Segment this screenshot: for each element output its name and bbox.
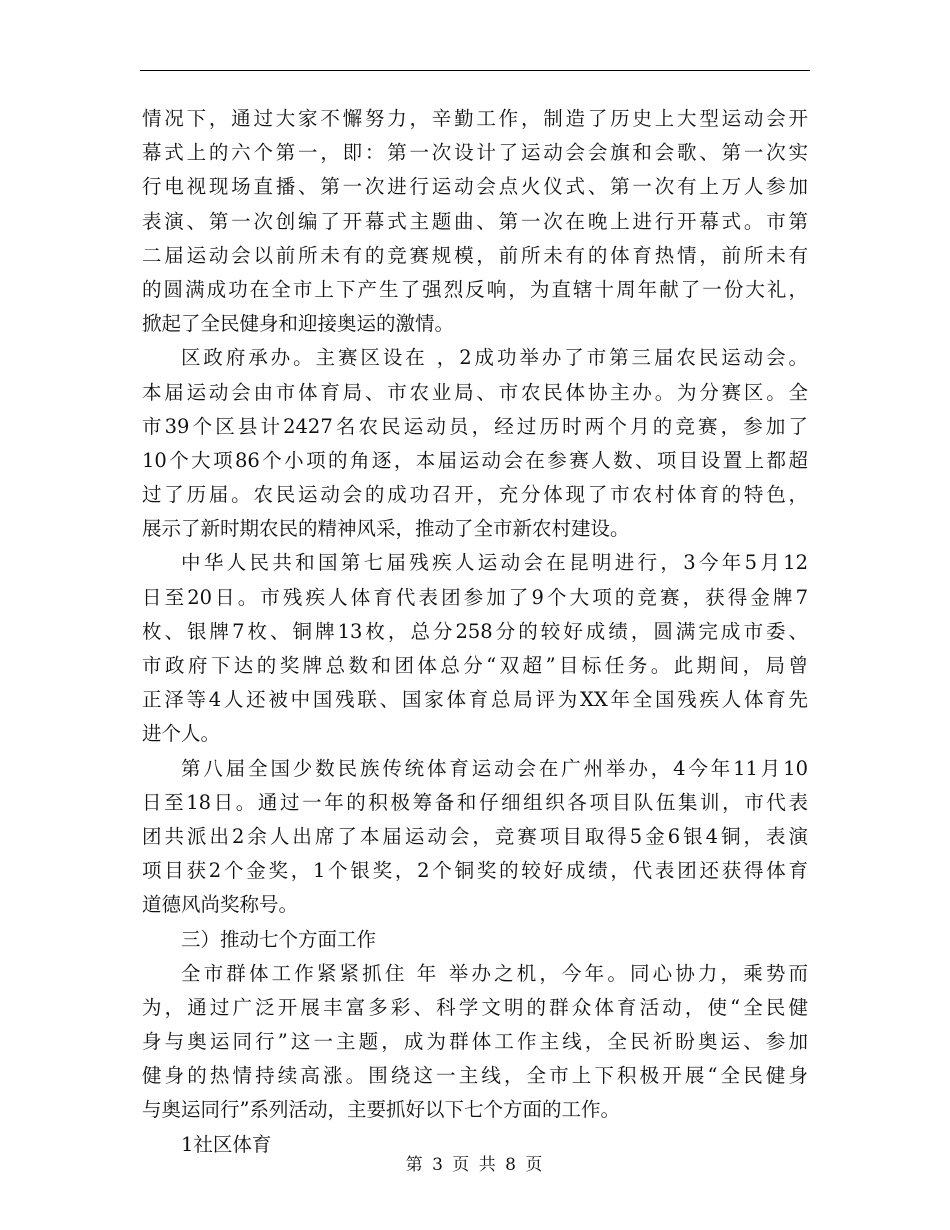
text-line: 健身的热情持续高涨。围绕这一主线，全市上下积极开展“全民健身 (142, 1064, 808, 1088)
page-footer (0, 1150, 950, 1175)
text-line: 的圆满成功在全市上下产生了强烈反响，为直辖十周年献了一份大礼， (142, 277, 808, 301)
text-line: 市政府下达的奖牌总数和团体总分“双超”目标任务。此期间，局曾 (142, 654, 808, 677)
text-line: 日至18日。通过一年的积极筹备和仔细组织各项目队伍集训，市代表 (142, 790, 808, 814)
page-number-label: 第 3 页 共 8 页 (405, 1155, 545, 1175)
text-line: 与奥运同行”系列活动，主要抓好以下七个方面的工作。 (142, 1098, 620, 1122)
text-line: 第八届全国少数民族传统体育运动会在广州举办，4今年11月10 (181, 756, 808, 780)
text-line: 项目获2个金奖，1个银奖，2个铜奖的较好成绩，代表团还获得体育 (142, 859, 808, 883)
text-line: 情况下，通过大家不懈努力，辛勤工作，制造了历史上大型运动会开 (142, 107, 808, 130)
text-line: 表演、第一次创编了开幕式主题曲、第一次在晚上进行开幕式。市第 (142, 209, 808, 233)
text-line: 区政府承办。主赛区设在 ，2成功举办了市第三届农民运动会。 (181, 346, 808, 370)
section-heading: 三）推动七个方面工作 (181, 927, 377, 951)
text-line: 10个大项86个小项的角逐，本届运动会在参赛人数、项目设置上都超 (142, 448, 808, 472)
text-line: 中华人民共和国第七届残疾人运动会在昆明进行，3今年5月12 (181, 551, 808, 575)
text-line: 幕式上的六个第一，即：第一次设计了运动会会旗和会歌、第一次实 (142, 141, 808, 165)
document-body (142, 102, 808, 1162)
text-line: 日至20日。市残疾人体育代表团参加了9个大项的竞赛，获得金牌7 (142, 585, 808, 609)
subsection-heading: 1社区体育 (181, 1132, 272, 1156)
text-line: 为，通过广泛开展丰富多彩、科学文明的群众体育活动，使“全民健 (142, 995, 808, 1019)
text-line: 身与奥运同行”这一主题，成为群体工作主线，全民祈盼奥运、参加 (142, 1030, 808, 1054)
header-rule (140, 70, 810, 71)
text-line: 二届运动会以前所未有的竞赛规模，前所未有的体育热情，前所未有 (142, 243, 808, 267)
text-line: 市39个区县计2427名农民运动员，经过历时两个月的竞赛，参加了 (142, 414, 808, 438)
text-line: 展示了新时期农民的精神风采，推动了全市新农村建设。 (142, 517, 630, 541)
text-line: 过了历届。农民运动会的成功召开，充分体现了市农村体育的特色， (142, 483, 808, 507)
text-line: 行电视现场直播、第一次进行运动会点火仪式、第一次有上万人参加 (142, 175, 808, 199)
text-line: 团共派出2余人出席了本届运动会，竞赛项目取得5金6银4铜，表演 (142, 824, 808, 848)
text-line: 本届运动会由市体育局、市农业局、市农民体协主办。为分赛区。全 (142, 380, 808, 404)
text-line: 掀起了全民健身和迎接奥运的激情。 (142, 312, 455, 336)
text-line: 进个人。 (142, 722, 221, 746)
text-line: 道德风尚奖称号。 (142, 893, 299, 917)
text-line: 正泽等4人还被中国残联、国家体育总局评为XX年全国残疾人体育先 (142, 688, 808, 712)
text-line: 全市群体工作紧紧抓住 年 举办之机，今年。同心协力，乘势而 (181, 961, 808, 985)
text-line: 枚、银牌7枚、铜牌13枚，总分258分的较好成绩，圆满完成市委、 (142, 619, 808, 643)
